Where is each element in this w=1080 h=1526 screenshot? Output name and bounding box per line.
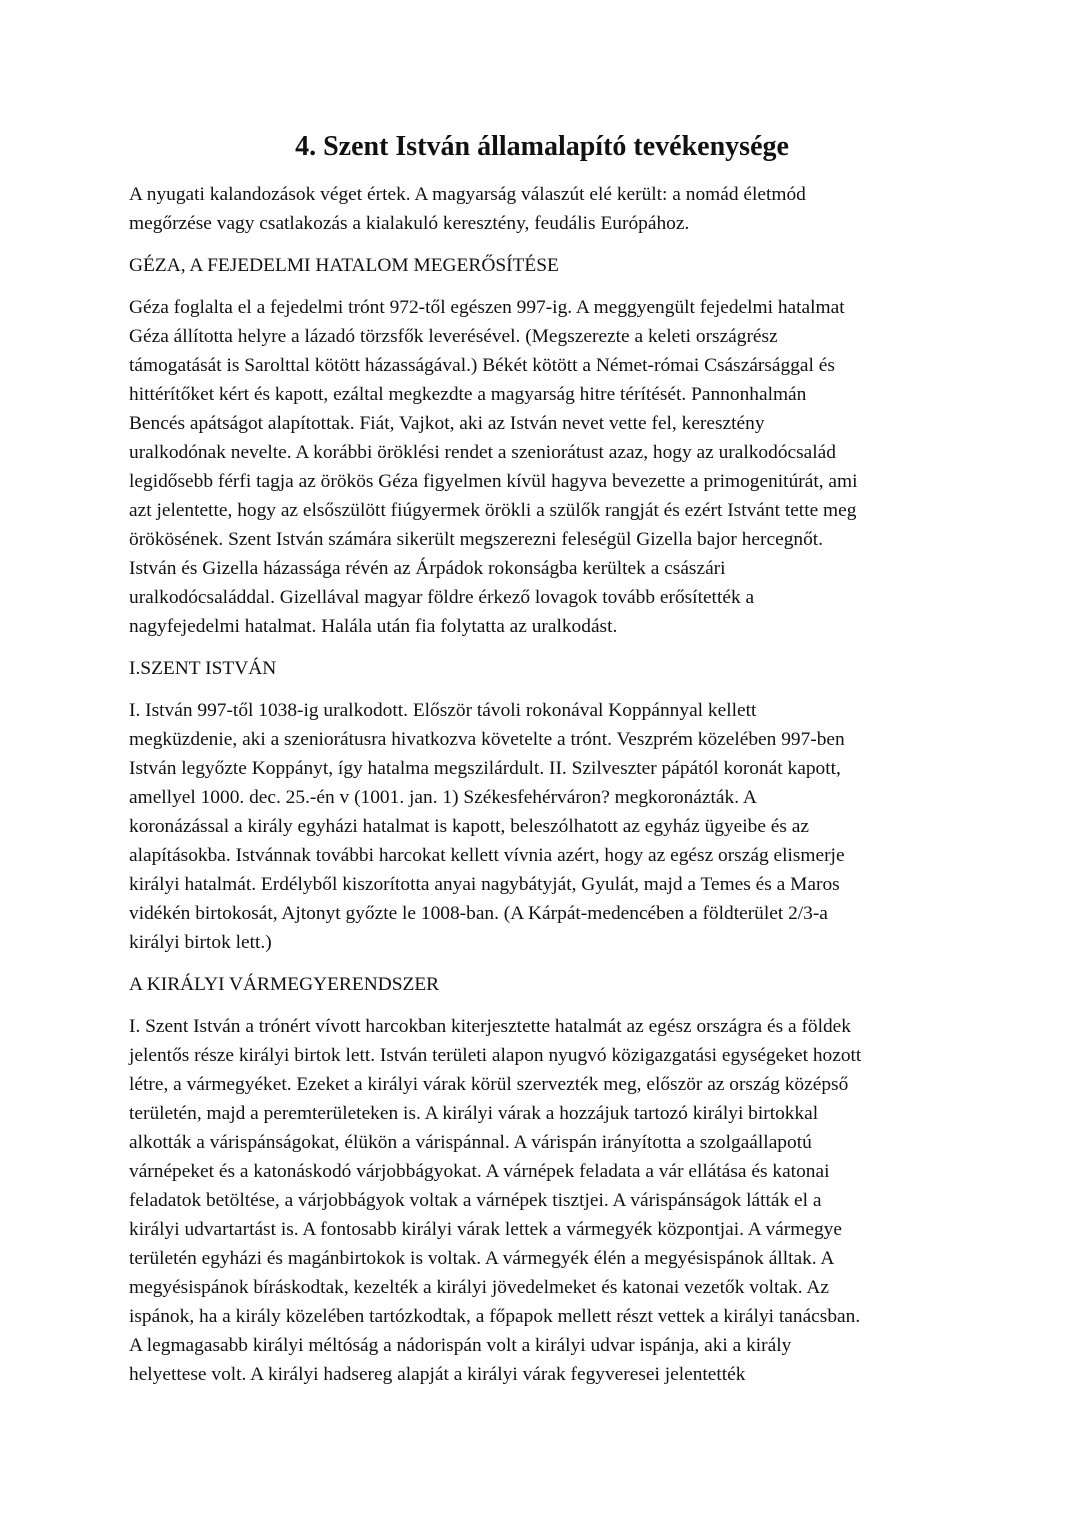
paragraph-line: királyi udvartartást is. A fontosabb királyi várak lettek a vármegyék központjai. A vármegye: [129, 1219, 842, 1240]
paragraph-line: várnépeket és a katonáskodó várjobbágyokat. A várnépek feladata a vár ellátása és katonai: [129, 1161, 830, 1182]
paragraph-line: jelentős része királyi birtok lett. István területi alapon nyugvó közigazgatási egységeket hozott: [129, 1045, 862, 1066]
section-heading-geza: GÉZA, A FEJEDELMI HATALOM MEGERŐSÍTÉSE: [129, 255, 559, 276]
paragraph-line: Géza állította helyre a lázadó törzsfők leverésével. (Megszerezte a keleti országrész: [129, 326, 778, 347]
paragraph-line: vidékén birtokosát, Ajtonyt győzte le 1008-ban. (A Kárpát-medencében a földterület 2/3-a: [129, 903, 828, 924]
paragraph-line: alkották a várispánságokat, élükön a várispánnal. A várispán irányította a szolgaállapotú: [129, 1132, 812, 1153]
paragraph-line: uralkodócsaláddal. Gizellával magyar földre érkező lovagok tovább erősítették a: [129, 587, 755, 608]
paragraph-line: uralkodónak nevelte. A korábbi öröklési rendet a szeniorátust azaz, hogy az uralkodócsalád: [129, 442, 836, 463]
section-paragraph-szent-istvan: [129, 696, 955, 957]
paragraph-line: amellyel 1000. dec. 25.-én v (1001. jan. 1) Székesfehérváron? megkoronázták. A: [129, 787, 757, 808]
document-title: 4. Szent István államalapító tevékenysége: [295, 131, 789, 162]
paragraph-line: területén egyházi és magánbirtokok is voltak. A vármegyék élén a megyésispánok álltak. A: [129, 1248, 835, 1269]
paragraph-line: támogatását is Sarolttal kötött házasságával.) Békét kötött a Német-római Császársággal és: [129, 355, 835, 376]
paragraph-line: területén, majd a peremterületeken is. A királyi várak a hozzájuk tartozó királyi birtokkal: [129, 1103, 819, 1124]
paragraph-line: nagyfejedelmi hatalmat. Halála után fia folytatta az uralkodást.: [129, 616, 618, 637]
section-paragraph-varmegyerendszer: [129, 1012, 955, 1389]
intro-paragraph: [129, 180, 955, 238]
intro-line: megőrzése vagy csatlakozás a kialakuló keresztény, feudális Európához.: [129, 213, 690, 234]
paragraph-line: István legyőzte Koppányt, így hatalma megszilárdult. II. Szilveszter pápától koronát kapott,: [129, 758, 841, 779]
paragraph-line: legidősebb férfi tagja az örökös Géza figyelmen kívül hagyva bevezette a primogenitúrát, ami: [129, 471, 858, 492]
section-paragraph-geza: [129, 293, 955, 641]
paragraph-line: örökösének. Szent István számára sikerült megszerezni feleségül Gizella bajor hercegnőt.: [129, 529, 824, 550]
paragraph-line: megyésispánok bíráskodtak, kezelték a királyi jövedelmeket és katonai vezetők voltak. Az: [129, 1277, 829, 1298]
paragraph-line: ispánok, ha a király közelében tartózkodtak, a főpapok mellett részt vettek a királyi tanácsban.: [129, 1306, 861, 1327]
paragraph-line: megküzdenie, aki a szeniorátusra hivatkozva követelte a trónt. Veszprém közelében 997-ben: [129, 729, 845, 750]
paragraph-line: feladatok betöltése, a várjobbágyok voltak a várnépek tisztjei. A várispánságok látták el a: [129, 1190, 822, 1211]
paragraph-line: I. István 997-től 1038-ig uralkodott. Először távoli rokonával Koppánnyal kellett: [129, 700, 757, 721]
paragraph-line: A legmagasabb királyi méltóság a nádorispán volt a királyi udvar ispánja, aki a király: [129, 1335, 792, 1356]
paragraph-line: I. Szent István a trónért vívott harcokban kiterjesztette hatalmát az egész országra és a földek: [129, 1016, 851, 1037]
paragraph-line: azt jelentette, hogy az elsőszülött fiúgyermek örökli a szülők rangját és ezért Istvánt tette meg: [129, 500, 857, 521]
paragraph-line: létre, a vármegyéket. Ezeket a királyi várak körül szervezték meg, először az ország középső: [129, 1074, 849, 1095]
paragraph-line: hittérítőket kért és kapott, ezáltal megkezdte a magyarság hitre térítését. Pannonhalmán: [129, 384, 807, 405]
paragraph-line: királyi hatalmát. Erdélyből kiszorította anyai nagybátyját, Gyulát, majd a Temes és a Maros: [129, 874, 840, 895]
section-heading-varmegyerendszer: A KIRÁLYI VÁRMEGYERENDSZER: [129, 974, 440, 995]
paragraph-line: helyettese volt. A királyi hadsereg alapját a királyi várak fegyveresei jelentették: [129, 1364, 746, 1385]
paragraph-line: Bencés apátságot alapítottak. Fiát, Vajkot, aki az István nevet vette fel, keresztény: [129, 413, 765, 434]
document-page: [129, 127, 955, 1389]
paragraph-line: István és Gizella házassága révén az Árpádok rokonságba kerültek a császári: [129, 558, 726, 579]
paragraph-line: királyi birtok lett.): [129, 932, 272, 953]
section-heading-szent-istvan: I.SZENT ISTVÁN: [129, 658, 277, 679]
paragraph-line: koronázással a király egyházi hatalmat is kapott, beleszólhatott az egyház ügyeibe és az: [129, 816, 810, 837]
paragraph-line: Géza foglalta el a fejedelmi trónt 972-től egészen 997-ig. A meggyengült fejedelmi hatalmat: [129, 297, 845, 318]
paragraph-line: alapításokba. Istvánnak további harcokat kellett vívnia azért, hogy az egész ország elismerje: [129, 845, 845, 866]
intro-line: A nyugati kalandozások véget értek. A magyarság válaszút elé került: a nomád életmód: [129, 184, 806, 205]
